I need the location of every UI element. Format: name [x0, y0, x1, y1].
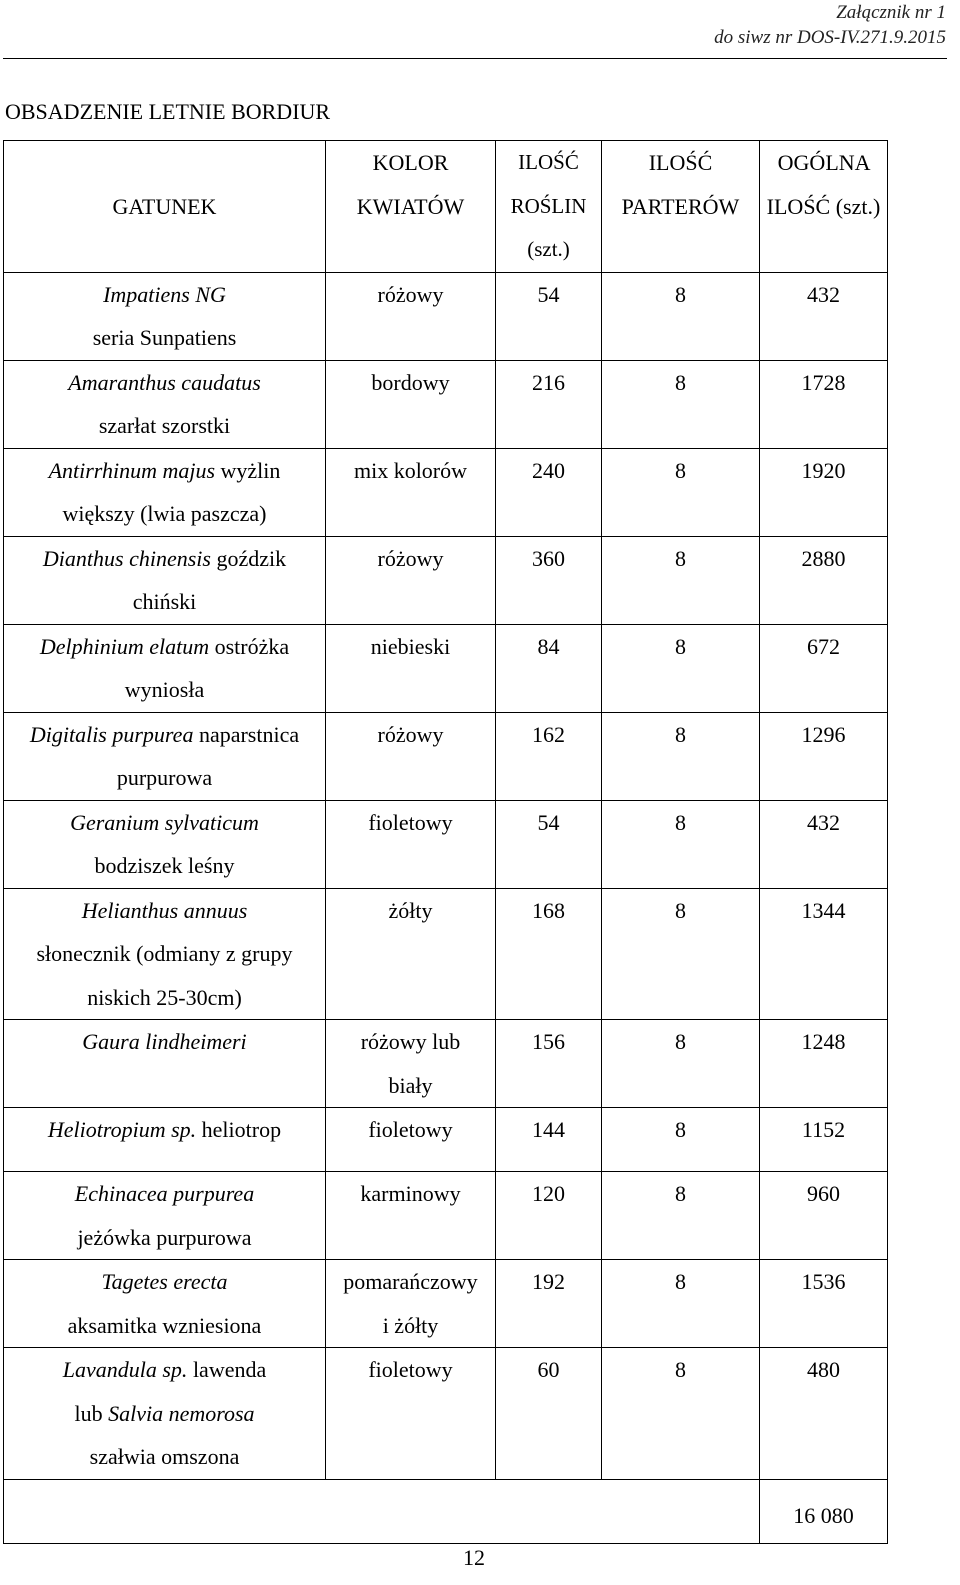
parterres-cell: 8 [602, 360, 760, 448]
species-cell [4, 536, 326, 624]
species-cell [4, 800, 326, 888]
table-row [4, 448, 888, 536]
parterres-cell: 8 [602, 888, 760, 1020]
latin-name: Tagetes erecta [101, 1269, 228, 1294]
total-cell: 432 [760, 272, 888, 360]
document-title: OBSADZENIE LETNIE BORDIUR [5, 99, 331, 124]
latin-name: Lavandula sp. [62, 1357, 188, 1382]
latin-name: Amaranthus caudatus [68, 369, 261, 395]
color-line-2: i żółty [382, 1312, 439, 1338]
total-cell: 1248 [760, 1020, 888, 1108]
header-total-line-1: OGÓLNA [777, 150, 870, 175]
parterres-cell: 8 [602, 1108, 760, 1172]
color-line-2: biały [388, 1072, 433, 1098]
common-name-inline: naparstnica [193, 721, 300, 747]
table-header-row [4, 141, 888, 273]
common-name: purpurowa [116, 765, 213, 790]
attachment-note [714, 0, 946, 50]
latin-name: Heliotropium sp. [47, 1117, 197, 1142]
common-name: większy (lwia paszcza) [62, 501, 267, 526]
latin-name: Helianthus annuus [81, 897, 248, 923]
header-total-line-2: ILOŚĆ [766, 193, 831, 219]
species-cell [4, 272, 326, 360]
plants-cell: 144 [496, 1108, 602, 1172]
species-line-1 [4, 713, 325, 757]
parterres-cell: 8 [602, 272, 760, 360]
common-name-inline: wyżlin [215, 457, 281, 483]
plants-cell: 360 [496, 536, 602, 624]
plants-cell: 54 [496, 800, 602, 888]
attachment-line-1: Załącznik nr 1 [836, 2, 946, 23]
table-row [4, 624, 888, 712]
total-cell: 1152 [760, 1108, 888, 1172]
latin-name: Dianthus chinensis [42, 545, 211, 571]
latin-name: Geranium sylvaticum [70, 809, 259, 835]
total-cell: 672 [760, 624, 888, 712]
table-row [4, 1260, 888, 1348]
latin-name: Gaura lindheimeri [82, 1029, 247, 1054]
common-name-inline: goździk [210, 545, 287, 571]
plants-cell: 240 [496, 448, 602, 536]
planting-table [3, 140, 888, 1544]
color-cell: żółty [326, 888, 496, 1020]
common-name: aksamitka wzniesiona [67, 1312, 262, 1338]
common-name: wyniosła [124, 677, 205, 702]
parterres-cell: 8 [602, 1348, 760, 1480]
plants-cell: 168 [496, 888, 602, 1020]
total-cell: 1296 [760, 712, 888, 800]
common-name: seria Sunpatiens [92, 325, 237, 350]
header-total-line-3: (szt.) [835, 193, 881, 219]
latin-name: Digitalis purpurea [29, 721, 194, 747]
color-cell: fioletowy [326, 800, 496, 888]
table-row [4, 1348, 888, 1480]
common-name: szarłat szorstki [98, 413, 231, 438]
parterres-cell: 8 [602, 800, 760, 888]
color-cell: mix kolorów [326, 448, 496, 536]
latin-name: Impatiens NG [103, 281, 226, 307]
total-cell: 480 [760, 1348, 888, 1480]
common-name-inline: ostróżka [209, 633, 290, 659]
header-plants-line-1: ILOŚĆ [518, 150, 579, 174]
common-name: jeżówka purpurowa [77, 1224, 252, 1250]
total-cell: 960 [760, 1172, 888, 1260]
species-line-1 [4, 537, 325, 581]
color-cell: bordowy [326, 360, 496, 448]
common-name: bodziszek leśny [94, 853, 235, 878]
header-plants [496, 141, 602, 273]
header-parterres [602, 141, 760, 273]
parterres-cell: 8 [602, 1172, 760, 1260]
species-cell [4, 1172, 326, 1260]
plants-cell: 60 [496, 1348, 602, 1480]
color-cell [326, 1020, 496, 1108]
latin-name: Antirrhinum majus [48, 457, 216, 483]
species-line-1 [4, 449, 325, 493]
header-parterres-line-2: PARTERÓW [621, 193, 740, 219]
plants-cell: 192 [496, 1260, 602, 1348]
parterres-cell: 8 [602, 712, 760, 800]
parterres-cell: 8 [602, 448, 760, 536]
header-plants-line-2: ROŚLIN [510, 193, 587, 218]
table-row [4, 536, 888, 624]
plants-cell: 84 [496, 624, 602, 712]
species-cell [4, 624, 326, 712]
common-name: szałwia omszona [89, 1444, 240, 1469]
species-cell [4, 448, 326, 536]
color-line-1: różowy lub [360, 1029, 461, 1054]
table-row [4, 360, 888, 448]
species-cell [4, 1020, 326, 1108]
total-cell: 1536 [760, 1260, 888, 1348]
species-cell [4, 1348, 326, 1480]
color-cell: różowy [326, 712, 496, 800]
species-line-2 [4, 1392, 325, 1436]
color-cell [326, 1260, 496, 1348]
color-cell: karminowy [326, 1172, 496, 1260]
total-cell: 432 [760, 800, 888, 888]
grand-total-cell: 16 080 [760, 1479, 888, 1543]
parterres-cell: 8 [602, 536, 760, 624]
plants-cell: 156 [496, 1020, 602, 1108]
color-cell: różowy [326, 536, 496, 624]
species-cell [4, 712, 326, 800]
common-name-inline: heliotrop [196, 1117, 282, 1142]
total-cell: 1344 [760, 888, 888, 1020]
color-line-1: pomarańczowy [343, 1269, 478, 1294]
plants-cell: 162 [496, 712, 602, 800]
grand-total-spacer [4, 1479, 760, 1543]
table-row [4, 1020, 888, 1108]
latin-name-2: Salvia nemorosa [108, 1400, 255, 1426]
species-line-1 [4, 1108, 325, 1152]
common-name-inline: lawenda [187, 1357, 267, 1382]
species-line-1 [4, 1348, 325, 1392]
header-color-line-1: KOLOR [372, 150, 449, 175]
parterres-cell: 8 [602, 1020, 760, 1108]
common-name: chiński [132, 589, 197, 614]
header-divider [3, 58, 947, 59]
table-row [4, 888, 888, 1020]
common-name: słonecznik (odmiany z grupy [36, 941, 293, 966]
color-cell: różowy [326, 272, 496, 360]
parterres-cell: 8 [602, 1260, 760, 1348]
table-row [4, 800, 888, 888]
total-cell: 2880 [760, 536, 888, 624]
page-number: 12 [463, 1545, 485, 1570]
header-color-line-2: KWIATÓW [356, 193, 465, 219]
species-cell [4, 360, 326, 448]
plants-cell: 120 [496, 1172, 602, 1260]
common-prefix: lub [74, 1400, 109, 1426]
plants-cell: 216 [496, 360, 602, 448]
color-cell: fioletowy [326, 1108, 496, 1172]
species-cell [4, 1260, 326, 1348]
color-cell: niebieski [326, 624, 496, 712]
table-row [4, 712, 888, 800]
header-total [760, 141, 888, 273]
header-plants-line-3: (szt.) [527, 237, 570, 261]
header-parterres-line-1: ILOŚĆ [648, 150, 713, 175]
grand-total-row [4, 1479, 888, 1543]
table-row [4, 1108, 888, 1172]
header-species: GATUNEK [4, 141, 326, 273]
latin-name: Echinacea purpurea [74, 1181, 255, 1206]
plants-cell: 54 [496, 272, 602, 360]
header-color [326, 141, 496, 273]
color-cell: fioletowy [326, 1348, 496, 1480]
table-row [4, 1172, 888, 1260]
latin-name: Delphinium elatum [39, 633, 210, 659]
parterres-cell: 8 [602, 624, 760, 712]
attachment-line-2: do siwz nr DOS-IV.271.9.2015 [714, 27, 946, 48]
table-row [4, 272, 888, 360]
common-name-line-2: niskich 25-30cm) [87, 984, 242, 1010]
species-cell [4, 888, 326, 1020]
species-cell [4, 1108, 326, 1172]
species-line-1 [4, 625, 325, 669]
total-cell: 1728 [760, 360, 888, 448]
total-cell: 1920 [760, 448, 888, 536]
